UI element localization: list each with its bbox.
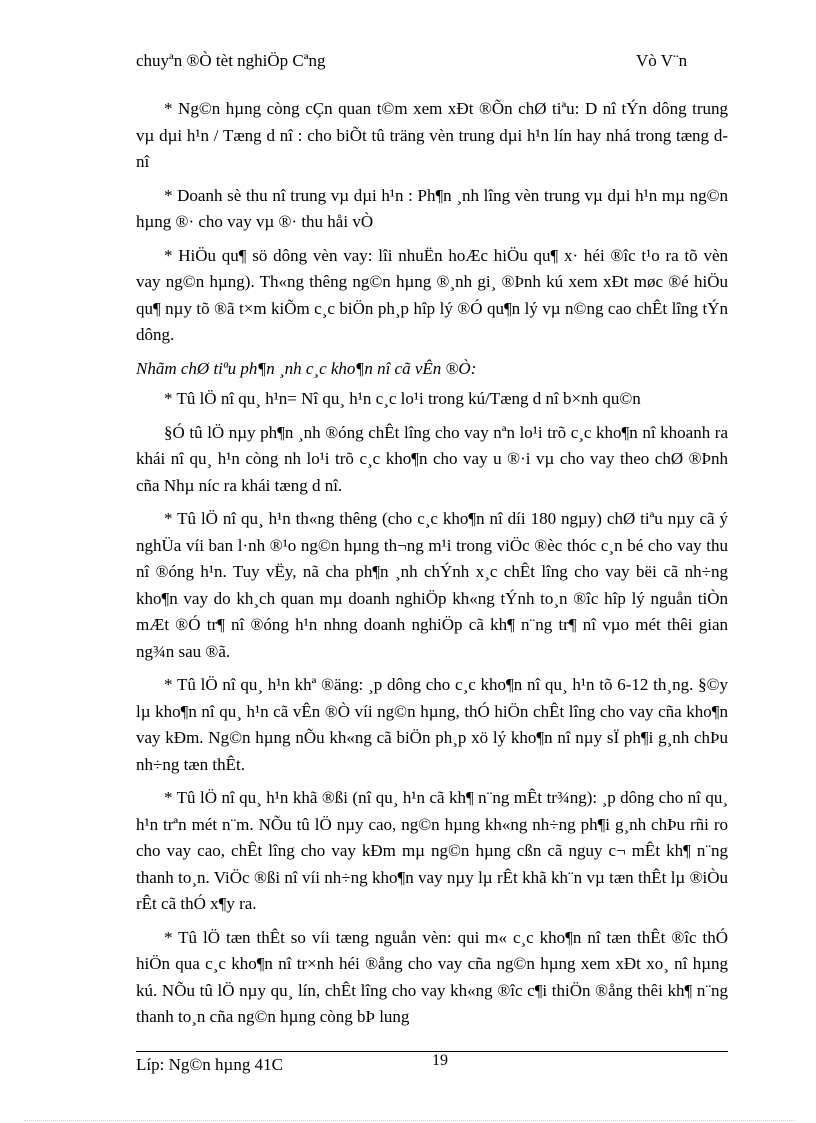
section-heading: Nhãm chØ tiªu ph¶n ¸nh c¸c kho¶n nî cã vÊn ®Ò: [136,358,477,378]
paragraph: * Tû lÖ nî qu¸ h¹n= Nî qu¸ h¹n c¸c lo¹i trong kú/Tæng d nî b×nh qu©n [164,389,641,408]
paragraph: * Tû lÖ nî qu¸ h¹n th«ng thêng (cho c¸c kho¶n nî díi 180 ngµy) chØ tiªu nµy cã ý nghÜa víi ban l·nh ®¹o ng©n hµng th¬ng m¹i trong viÖc ®èc thóc c¸n bé cho vay thu nî ®óng h¹n. Tuy vËy, nã cha ph¶n ¸nh chÝnh x¸c chÊt lîng cho vay bëi cã nh÷ng kho¶n vay do kh¸ch quan mµ doanh nghiÖp kh«ng tÝnh to¸n ®îc hîp lý nguån tiÒn mÆt ®Ó tr¶ nî ®óng h¹n nhng doanh nghiÖp cã kh¶ n¨ng tr¶ nî vµo mét thêi gian ng¾n sau ®ã. [136,509,728,661]
page-number: 19 [432,1052,448,1069]
header-thesis-title: chuyªn ®Ò tèt nghiÖp Cªng [136,51,326,70]
page-edge-divider [24,1120,794,1121]
paragraph: * Ng©n hµng còng cÇn quan t©m xem xÐt ®Õn chØ tiªu: D nî tÝn dông trung vµ dµi h¹n / Tæng d nî : cho biÕt tû träng vèn trung dµi h¹n lín hay nhá trong tæng d nî [136,99,728,171]
header-author: Vò V¨n [636,51,688,70]
paragraph: §Ó tû lÖ nµy ph¶n ¸nh ®óng chÊt lîng cho vay nªn lo¹i trõ c¸c kho¶n nî khoanh ra khái nî qu¸ h¹n còng nh lo¹i trõ c¸c kho¶n cho vay u ®·i vµ cho vay theo chØ ®Þnh cña Nhµ níc ra khái tæng d nî. [136,422,728,495]
paragraph: * Tû lÖ nî qu¸ h¹n khª ®äng: ¸p dông cho c¸c kho¶n nî qu¸ h¹n tõ 6-12 th¸ng. §©y lµ kho¶n nî qu¸ h¹n cã vÊn ®Ò víi ng©n hµng, thÓ hiÖn chÊt lîng cho vay cña kho¶n vay kÐm. Ng©n hµng nÕu kh«ng cã biÖn ph¸p xö lý kho¶n nî nµy sÏ ph¶i g¸nh chÞu nh÷ng tæn thÊt. [136,675,728,774]
paragraph: * Tû lÖ tæn thÊt so víi tæng nguån vèn: qui m« c¸c kho¶n nî tæn thÊt ®îc thÓ hiÖn qua c¸c kho¶n nî tr×nh héi ®ång cho vay cña ng©n hµng xem xÐt xo¸ nî hµng kú. NÕu tû lÖ nµy qu¸ lín, chÊt lîng cho vay kh«ng ®îc c¶i thiÖn ®ång thêi kh¶ n¨ng thanh to¸n cña ng©n hµng còng bÞ lung [136,927,728,1026]
paragraph: * Tû lÖ nî qu¸ h¹n khã ®ßi (nî qu¸ h¹n cã kh¶ n¨ng mÊt tr¾ng): ¸p dông cho nî qu¸ h¹n trªn mét n¨m. NÕu tû lÖ nµy cao, ng©n hµng kh«ng nh÷ng ph¶i g¸nh chÞu rñi ro cho vay cao, chÊt lîng cho vay kÐm mµ ng©n hµng cßn cã nguy c¬ mÊt kh¶ n¨ng thanh to¸n. ViÖc ®ßi nî víi nh÷ng kho¶n vay nµy lµ rÊt khã kh¨n vµ tæn thÊt lµ ®iÒu rÊt cã thÓ x¶y ra. [136,788,728,913]
paragraph: * Doanh sè thu nî trung vµ dµi h¹n : Ph¶n ¸nh lîng vèn trung vµ dµi h¹n mµ ng©n hµng ®· cho vay vµ ®· thu håi vÒ [136,185,728,231]
body-text [136,96,728,1038]
footer-class-label: Líp: Ng©n hµng 41C [136,1055,283,1074]
paragraph: * HiÖu qu¶ sö dông vèn vay: lîi nhuËn hoÆc hiÖu qu¶ x· héi ®îc t¹o ra tõ vèn vay ng©n hµng). Th«ng thêng ng©n hµng ®¸nh gi¸ ®Þnh kú xem xÐt møc ®é hiÖu qu¶ nµy tõ ®ã t×m kiÕm c¸c biÖn ph¸p hîp lý ®Ó qu¶n lý vµ n©ng cao chÊt lîng tÝn dông. [136,245,728,344]
